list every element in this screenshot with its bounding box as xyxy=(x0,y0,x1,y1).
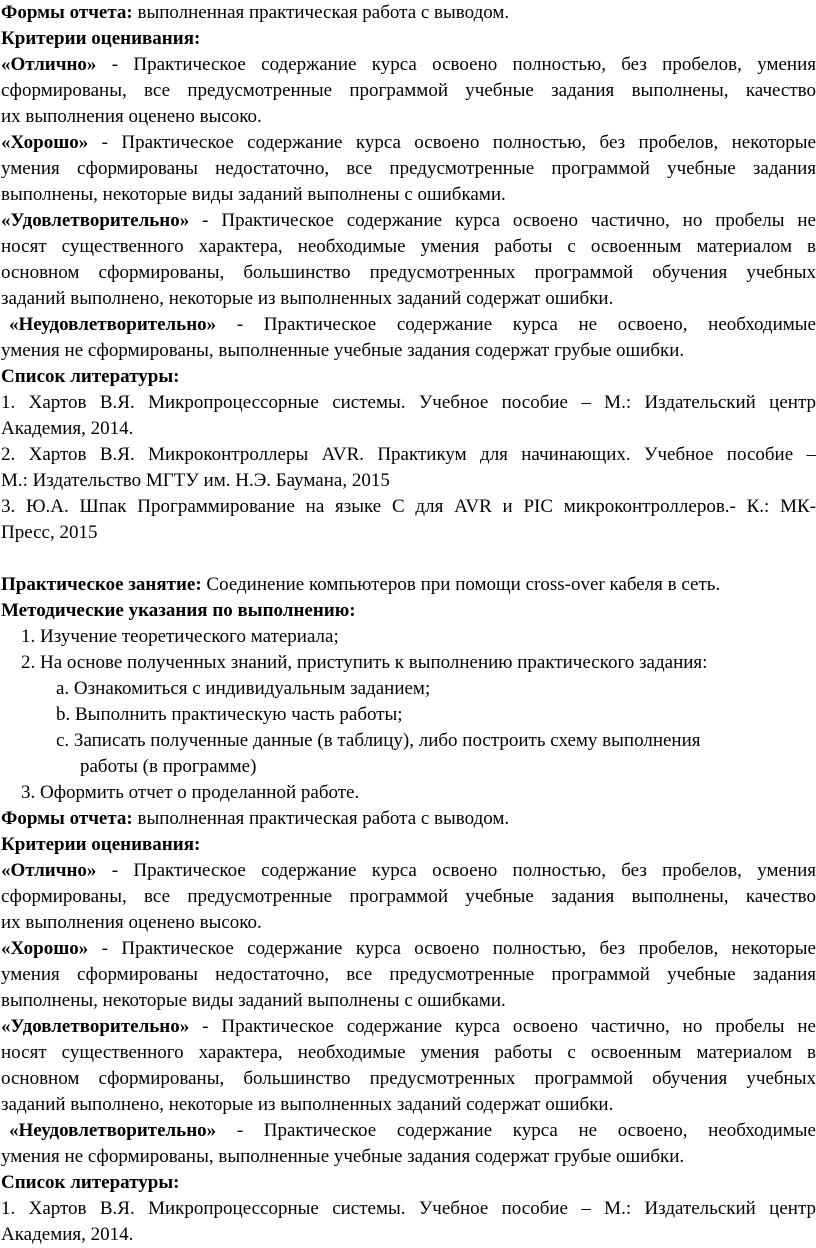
unsat2-text-1: - Практическое содержание курса не освоено, необходимые xyxy=(216,1120,816,1141)
excellent-text-2: сформированы, все предусмотренные программой учебные задания выполнены, качество xyxy=(1,80,816,101)
unsat-label: «Неудовлетворительно» xyxy=(9,314,217,335)
criterion-good xyxy=(1,130,816,208)
forms-label-2: Формы отчета: xyxy=(1,808,133,829)
criterion-satisfactory xyxy=(1,208,816,312)
empty-line xyxy=(1,546,816,572)
lit1-line-1: 1. Хартов В.Я. Микропроцессорные системы. Учебное пособие – М.: Издательский центр xyxy=(1,392,816,413)
criteria-heading-2 xyxy=(1,832,816,858)
excellent-text-3: их выполнения оценено высоко. xyxy=(1,106,262,127)
criterion-excellent-2 xyxy=(1,858,816,936)
step-3: 3. Оформить отчет о проделанной работе. xyxy=(21,782,360,803)
practice-label: Практическое занятие: xyxy=(1,574,202,595)
lit2-line-1: 2. Хартов В.Я. Микроконтроллеры AVR. Практикум для начинающих. Учебное пособие – xyxy=(1,444,816,465)
sat2-text-1: - Практическое содержание курса освоено частично, но пробелы не xyxy=(189,1016,816,1037)
literature-label: Список литературы: xyxy=(1,366,180,387)
lit1-line-2: Академия, 2014. xyxy=(1,418,134,439)
literature-heading-2 xyxy=(1,1170,816,1196)
criteria-label-2: Критерии оценивания: xyxy=(1,834,201,855)
unsat-label-2: «Неудовлетворительно» xyxy=(9,1120,217,1141)
good2-text-3: выполнены, некоторые виды заданий выполнены с ошибками. xyxy=(1,990,506,1011)
unsat-text-1: - Практическое содержание курса не освоено, необходимые xyxy=(216,314,816,335)
good-text-1: - Практическое содержание курса освоено полностью, без пробелов, некоторые xyxy=(88,132,816,153)
step-2c-line-2: работы (в программе) xyxy=(80,756,257,777)
literature-item-1-b xyxy=(1,1196,816,1248)
step-2c-line-1: c. Записать полученные данные (в таблицу), либо построить схему выполнения xyxy=(56,730,701,751)
criterion-unsatisfactory-2 xyxy=(1,1118,816,1144)
forms-label: Формы отчета: xyxy=(1,2,133,23)
literature-label-2: Список литературы: xyxy=(1,1172,180,1193)
step-1: 1. Изучение теоретического материала; xyxy=(21,626,339,647)
excellent-label: «Отлично» xyxy=(1,54,97,75)
lit1b-line-1: 1. Хартов В.Я. Микропроцессорные системы. Учебное пособие – М.: Издательский центр xyxy=(1,1198,816,1219)
practice-line xyxy=(1,572,816,598)
sat-text-4: заданий выполнено, некоторые из выполненных заданий содержат ошибки. xyxy=(1,288,614,309)
excellent2-text-2: сформированы, все предусмотренные программой учебные задания выполнены, качество xyxy=(1,886,816,907)
good-label-2: «Хорошо» xyxy=(1,938,89,959)
sat-text-3: основном сформированы, большинство предусмотренных программой обучения учебных xyxy=(1,262,816,283)
criterion-unsatisfactory xyxy=(1,312,816,338)
sat-label-2: «Удовлетворительно» xyxy=(1,1016,190,1037)
unsat2-text-2: умения не сформированы, выполненные учебные задания содержат грубые ошибки. xyxy=(1,1146,685,1167)
criterion-satisfactory-2 xyxy=(1,1014,816,1118)
excellent2-text-3: их выполнения оценено высоко. xyxy=(1,912,262,933)
lit3-line-2: Пресс, 2015 xyxy=(1,522,98,543)
forms-line-2 xyxy=(1,806,816,832)
literature-item-3 xyxy=(1,494,816,546)
step-2b: b. Выполнить практическую часть работы; xyxy=(56,704,403,725)
good-text-2: умения сформированы недостаточно, все предусмотренные программой учебные задания xyxy=(1,158,816,179)
step-2a: a. Ознакомиться с индивидуальным заданием; xyxy=(56,678,431,699)
good-text-3: выполнены, некоторые виды заданий выполнены с ошибками. xyxy=(1,184,506,205)
sat-label: «Удовлетворительно» xyxy=(1,210,190,231)
literature-item-2 xyxy=(1,442,816,494)
method-heading xyxy=(1,598,816,624)
criterion-excellent xyxy=(1,52,816,130)
lit3-line-1: 3. Ю.А. Шпак Программирование на языке С для AVR и PIC микроконтроллеров.- К.: МК- xyxy=(1,496,816,517)
sat-text-1: - Практическое содержание курса освоено частично, но пробелы не xyxy=(189,210,816,231)
lit2-line-2: М.: Издательство МГТУ им. Н.Э. Баумана, 2015 xyxy=(1,470,390,491)
method-label: Методические указания по выполнению: xyxy=(1,600,356,621)
literature-heading xyxy=(1,364,816,390)
unsat-text-2: умения не сформированы, выполненные учебные задания содержат грубые ошибки. xyxy=(1,340,685,361)
good2-text-1: - Практическое содержание курса освоено полностью, без пробелов, некоторые xyxy=(88,938,816,959)
excellent2-text-1: - Практическое содержание курса освоено полностью, без пробелов, умения xyxy=(96,860,816,881)
sat2-text-4: заданий выполнено, некоторые из выполненных заданий содержат ошибки. xyxy=(1,1094,614,1115)
forms-text-2: выполненная практическая работа с выводом. xyxy=(132,808,510,829)
practice-text: Соединение компьютеров при помощи cross-over кабеля в сеть. xyxy=(201,574,721,595)
good2-text-2: умения сформированы недостаточно, все предусмотренные программой учебные задания xyxy=(1,964,816,985)
lit1b-line-2: Академия, 2014. xyxy=(1,1224,134,1245)
literature-item-1 xyxy=(1,390,816,442)
sat2-text-2: носят существенного характера, необходимые умения работы с освоенным материалом в xyxy=(1,1042,816,1063)
criterion-good-2 xyxy=(1,936,816,1014)
excellent-label-2: «Отлично» xyxy=(1,860,97,881)
sat2-text-3: основном сформированы, большинство предусмотренных программой обучения учебных xyxy=(1,1068,816,1089)
criteria-heading xyxy=(1,26,816,52)
excellent-text-1: - Практическое содержание курса освоено полностью, без пробелов, умения xyxy=(96,54,816,75)
sat-text-2: носят существенного характера, необходимые умения работы с освоенным материалом в xyxy=(1,236,816,257)
step-2: 2. На основе полученных знаний, приступить к выполнению практического задания: xyxy=(21,652,708,673)
forms-line xyxy=(1,0,816,26)
forms-text: выполненная практическая работа с выводом. xyxy=(132,2,510,23)
criteria-label: Критерии оценивания: xyxy=(1,28,201,49)
good-label: «Хорошо» xyxy=(1,132,89,153)
